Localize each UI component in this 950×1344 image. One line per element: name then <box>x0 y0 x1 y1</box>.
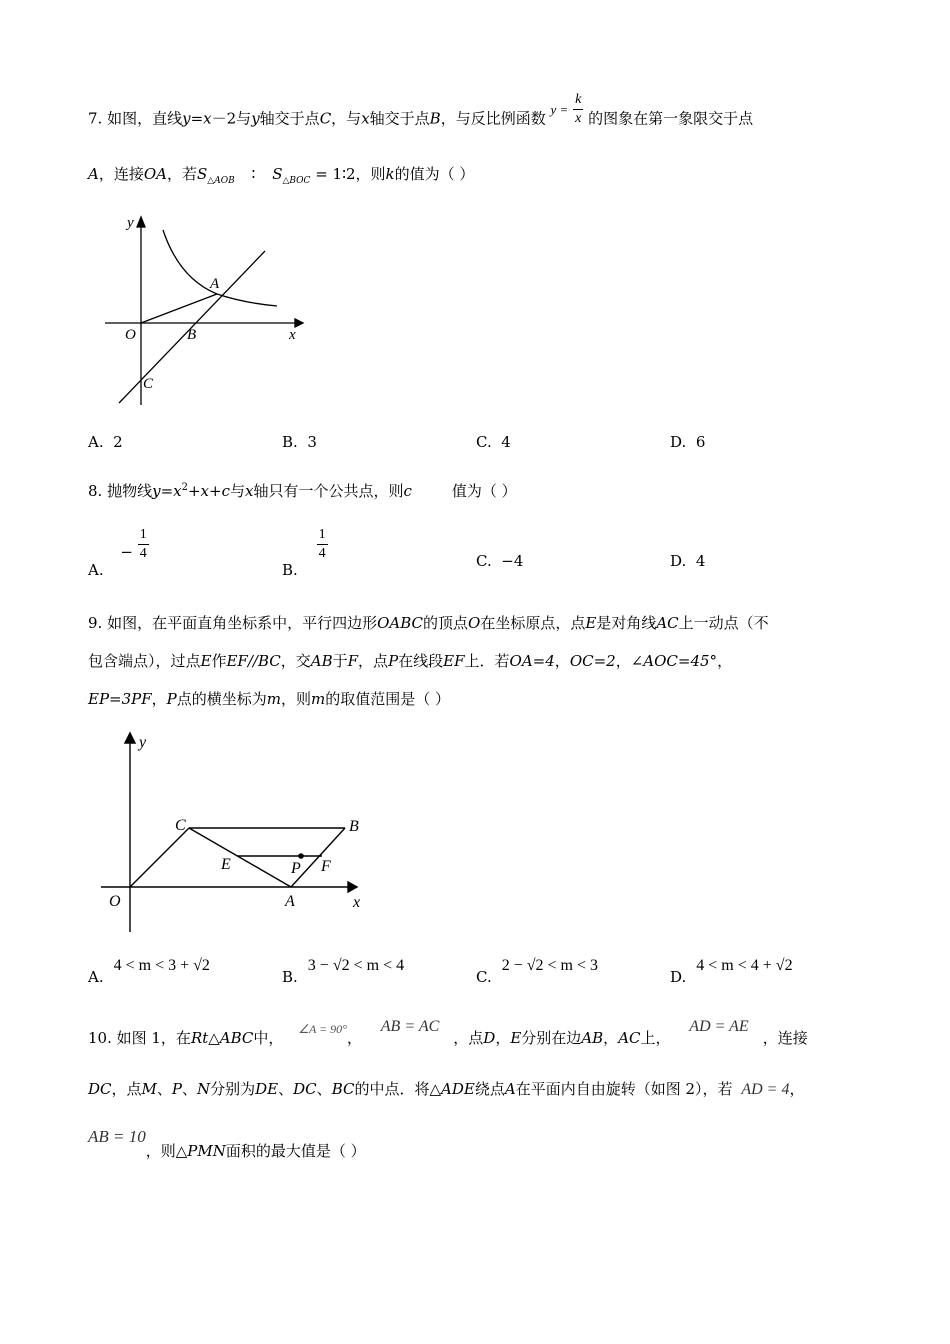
q8-option-a[interactable]: A. − $\frac{1}{4}$ <box>88 527 147 579</box>
q9-label-y: y <box>139 734 147 751</box>
q10-stem-line3: AB = 10，则△PMN面积的最大值是（ ） <box>88 1127 366 1160</box>
q8-option-d[interactable]: D. 4 <box>670 552 706 570</box>
q8-option-b[interactable]: B. $\frac{1}{4}$ <box>282 527 326 579</box>
q7-figure <box>95 205 315 415</box>
q9-label-c: C <box>175 817 186 834</box>
q7-label-y: y <box>127 215 134 231</box>
q8-option-a-fraction: $\frac{1}{4}$ <box>139 527 147 561</box>
q9-y-arrow <box>125 733 135 743</box>
q9-option-a[interactable]: A.4 < m < 3 + √2 <box>88 957 210 986</box>
q9-stem-line2: 包含端点），过点E作EF//BC，交AB于F，点P在线段EF上．若OA=4，OC=2，∠AOC=45°， <box>88 652 733 670</box>
q8-stem: 8. 抛物线$y=x^2+x+c$与x轴只有一个公共点，则c 值为（ ） <box>88 482 517 500</box>
q9-label-o: O <box>109 893 121 910</box>
q7-label-b: B <box>187 327 197 343</box>
q8-option-c[interactable]: C. −4 <box>476 552 524 570</box>
q9-figure <box>95 727 385 937</box>
q7-option-d[interactable]: D. 6 <box>670 433 706 451</box>
q9-diagonal-ac <box>189 828 291 887</box>
q9-stem-line3: EP=3PF，P点的横坐标为m，则m的取值范围是（ ） <box>88 690 451 708</box>
q9-point-p <box>298 853 304 859</box>
q9-label-b: B <box>349 818 359 835</box>
q7-x-arrow <box>295 319 303 327</box>
q7-label-c: C <box>143 376 154 392</box>
q7-label-o: O <box>125 327 136 343</box>
q7-y-arrow <box>137 217 145 227</box>
q9-option-b[interactable]: B.3 − √2 < m < 4 <box>282 957 405 986</box>
q9-label-x: x <box>353 894 361 911</box>
q9-x-arrow <box>348 882 357 892</box>
q9-label-p: P <box>291 860 301 877</box>
q10-stem-line2: DC，点M、P、N分别为DE、DC、BC的中点．将△ADE绕点A在平面内自由旋转（如图 2），若 AD = 4， <box>88 1080 805 1098</box>
q9-option-d[interactable]: D.4 < m < 4 + √2 <box>670 957 793 986</box>
q9-label-f: F <box>321 858 331 875</box>
q7-stem-line2: A，连接OA，若$S_{\triangle AOB}$ ∶ $S_{\triangle BOC}$ = 1∶2，则k的值为（ ） <box>88 165 475 186</box>
q10-stem-line1: 10. 如图 1，在Rt△ABC中， $^{\angle A = 90^\circ}$， AB = AC，点D，E分别在边AB，AC上， AD = AE，连接 <box>88 1018 808 1047</box>
q7-segment-oa <box>141 294 217 323</box>
q7-option-a[interactable]: A. 2 <box>88 433 123 451</box>
q7-hyperbola <box>163 230 277 306</box>
q7-function-fraction: $\frac{k}{x}$ <box>575 92 582 126</box>
q7-label-a: A <box>210 276 220 292</box>
q8-option-b-fraction: $\frac{1}{4}$ <box>318 527 326 561</box>
q9-label-a: A <box>285 893 295 910</box>
q7-stem-line1: 7. 如图，直线y=x－2与y轴交于点C，与x轴交于点B，与反比例函数 y = $\frac{k}{x}$ 的图象在第一象限交于点 <box>88 92 754 128</box>
q9-stem-line1: 9. 如图，在平面直角坐标系中，平行四边形OABC的顶点O在坐标原点，点E是对角线AC上一动点（不 <box>88 614 769 632</box>
q9-option-c[interactable]: C.2 − √2 < m < 3 <box>476 957 599 986</box>
q7-option-b[interactable]: B. 3 <box>282 433 317 451</box>
q9-label-e: E <box>221 856 231 873</box>
q9-side-oc <box>130 828 189 887</box>
q7-option-c[interactable]: C. 4 <box>476 433 511 451</box>
q7-label-x: x <box>289 327 296 343</box>
